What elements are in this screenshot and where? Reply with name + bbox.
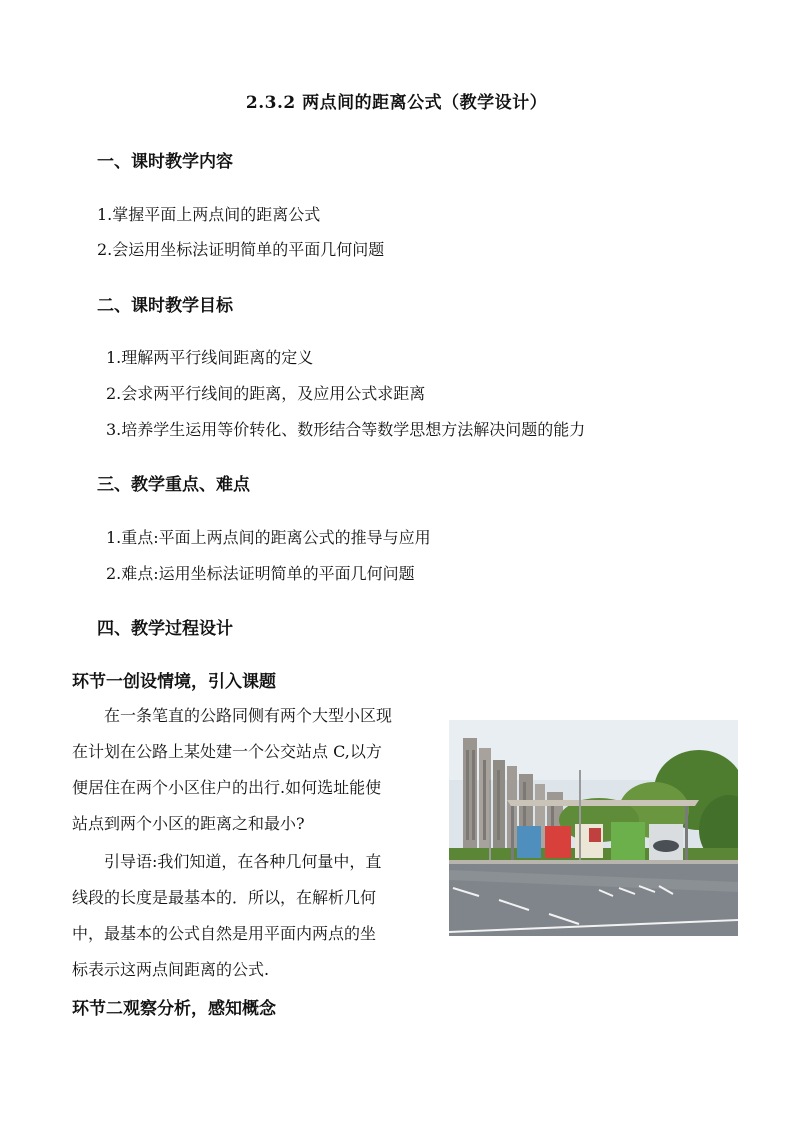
section-heading-3: 三、教学重点、难点 (97, 475, 250, 495)
stage-1-line-7: 中，最基本的公式自然是用平面内两点的坐 (72, 924, 377, 943)
stage-1-line-1: 在一条笔直的公路同侧有两个大型小区现 (104, 706, 393, 725)
stage-1-line-4: 站点到两个小区的距离之和最小? (72, 814, 305, 833)
section-3-item-1: 1.重点:平面上两点间的距离公式的推导与应用 (106, 528, 431, 547)
stage-1-line-5: 引导语:我们知道，在各种几何量中，直 (104, 852, 382, 871)
page-title: 2.3.2 两点间的距离公式（教学设计） (245, 93, 548, 113)
stage-2-label: 环节二观察分析，感知概念 (72, 999, 276, 1019)
section-heading-2: 二、课时教学目标 (97, 296, 233, 316)
section-2-item-1: 1.理解两平行线间距离的定义 (106, 348, 314, 367)
section-2-item-2: 2.会求两平行线间的距离，及应用公式求距离 (106, 384, 426, 403)
stage-1-line-6: 线段的长度是最基本的．所以，在解析几何 (72, 888, 377, 907)
stage-1-label: 环节一创设情境，引入课题 (72, 672, 276, 692)
bus-stop-photo (449, 720, 738, 936)
stage-1-line-8: 标表示这两点间距离的公式. (72, 960, 270, 979)
stage-1-line-3: 便居住在两个小区住户的出行.如何选址能使 (72, 778, 382, 797)
section-1-item-2: 2.会运用坐标法证明简单的平面几何问题 (97, 240, 385, 259)
section-1-item-1: 1.掌握平面上两点间的距离公式 (97, 205, 321, 224)
section-3-item-2: 2.难点:运用坐标法证明简单的平面几何问题 (106, 564, 415, 583)
section-2-item-3: 3.培养学生运用等价转化、数形结合等数学思想方法解决问题的能力 (106, 420, 586, 439)
section-heading-1: 一、课时教学内容 (97, 152, 233, 172)
section-heading-4: 四、教学过程设计 (97, 619, 233, 639)
stage-1-line-2: 在计划在公路上某处建一个公交站点 C,以方 (72, 742, 382, 761)
